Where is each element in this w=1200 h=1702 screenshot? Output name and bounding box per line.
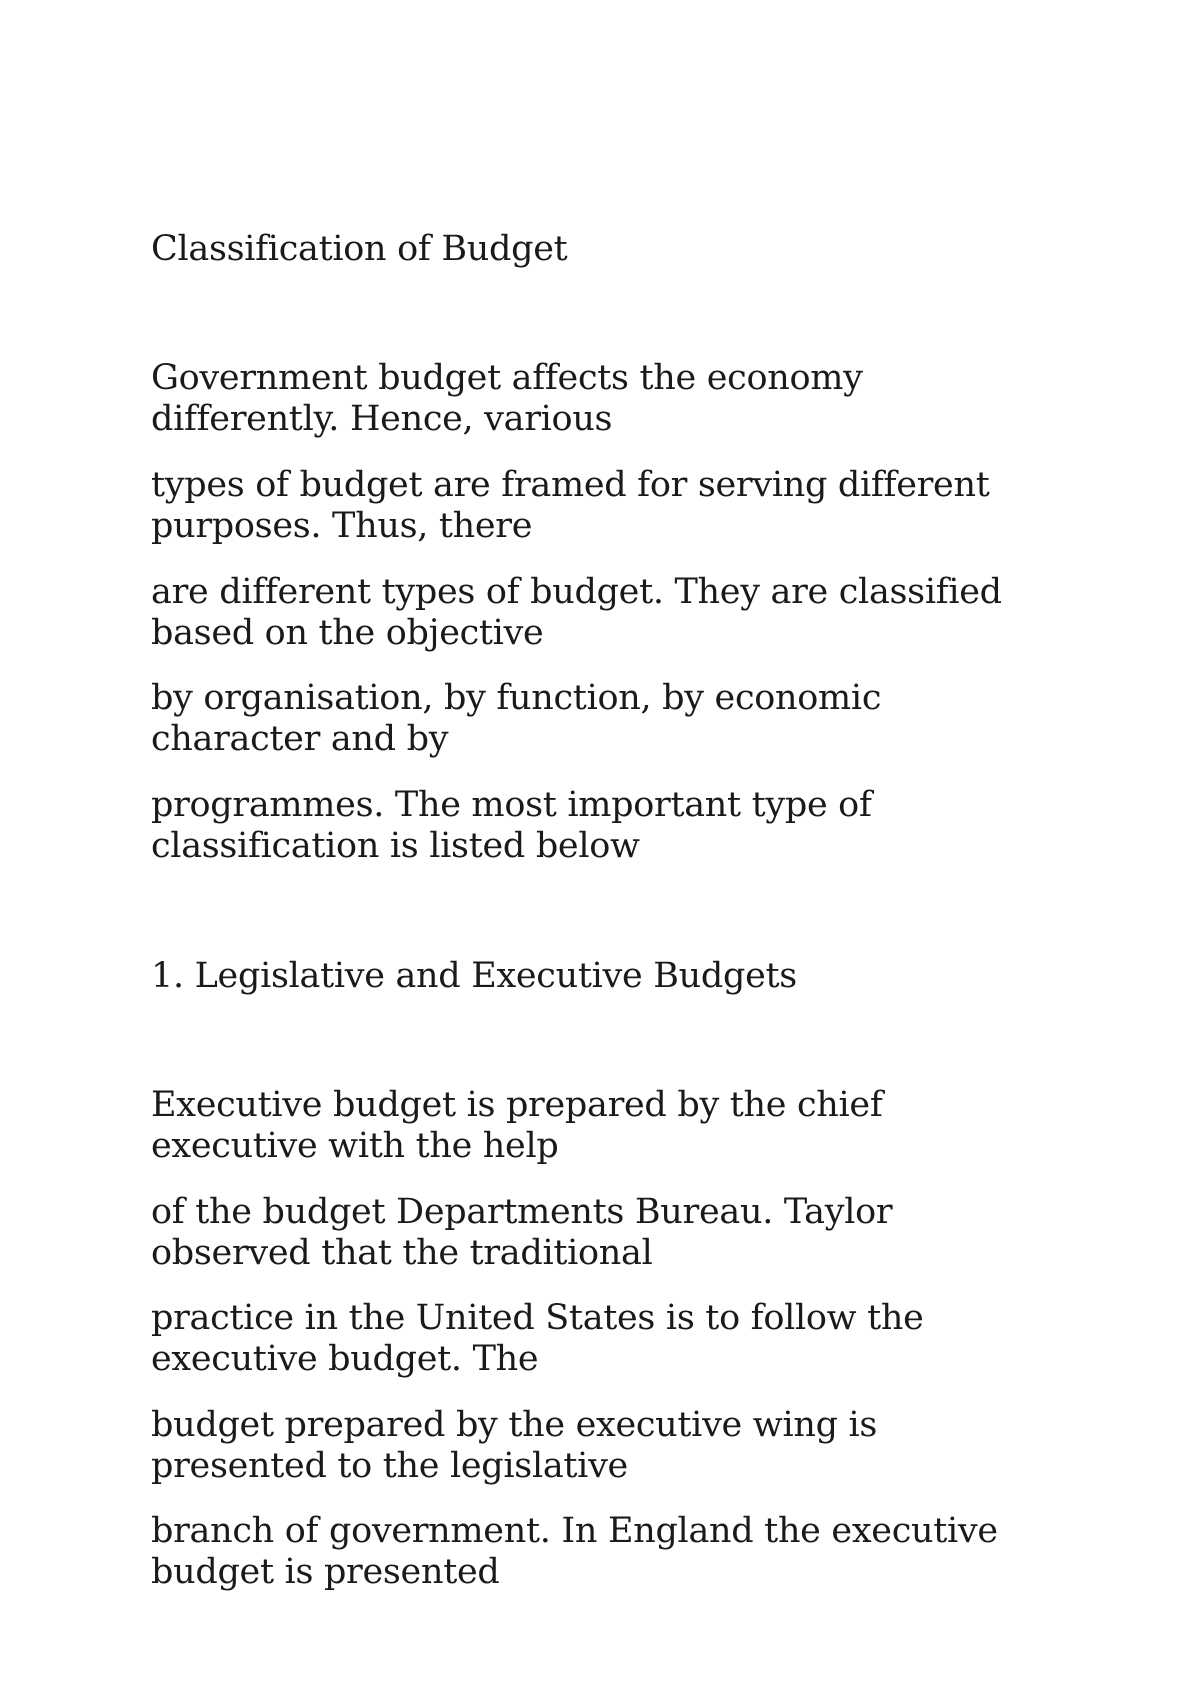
paragraph-line: based on the objective bbox=[151, 613, 544, 653]
paragraph-line: purposes. Thus, there bbox=[151, 506, 533, 546]
paragraph-line: executive budget. The bbox=[151, 1339, 539, 1379]
paragraph-line: of the budget Departments Bureau. Taylor bbox=[151, 1192, 893, 1232]
paragraph-line: character and by bbox=[151, 719, 449, 759]
paragraph-line: presented to the legislative bbox=[151, 1446, 628, 1486]
paragraph-line: are different types of budget. They are classified bbox=[151, 572, 1002, 612]
paragraph-line: observed that the traditional bbox=[151, 1233, 653, 1273]
paragraph-line: types of budget are framed for serving different bbox=[151, 465, 990, 505]
paragraph-line: programmes. The most important type of bbox=[151, 785, 872, 825]
paragraph-line: branch of government. In England the executive bbox=[151, 1511, 998, 1551]
paragraph-line: differently. Hence, various bbox=[151, 399, 613, 439]
paragraph-line: by organisation, by function, by economic bbox=[151, 678, 882, 718]
paragraph-line: budget is presented bbox=[151, 1552, 500, 1592]
paragraph-line: classification is listed below bbox=[151, 826, 640, 866]
section-heading: 1. Legislative and Executive Budgets bbox=[151, 956, 797, 996]
paragraph-line: executive with the help bbox=[151, 1126, 559, 1166]
paragraph-line: Executive budget is prepared by the chief bbox=[151, 1085, 883, 1125]
document-title: Classification of Budget bbox=[151, 229, 568, 269]
paragraph-line: practice in the United States is to follow the bbox=[151, 1298, 924, 1338]
paragraph-line: budget prepared by the executive wing is bbox=[151, 1405, 878, 1445]
paragraph-line: Government budget affects the economy bbox=[151, 358, 863, 398]
